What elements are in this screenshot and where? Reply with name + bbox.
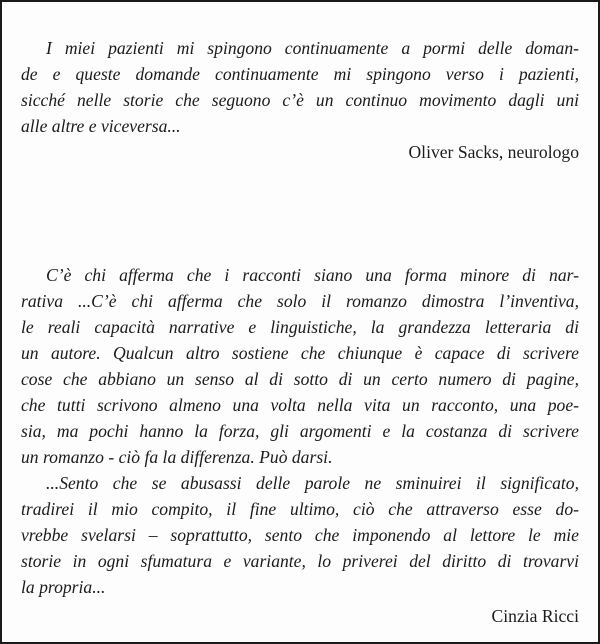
essay-p1-line-2: rativa ...C’è chi afferma che solo il romanzo dimostra l’inventiva, xyxy=(21,291,579,311)
essay-p2-line-3: vrebbe svelarsi – soprattutto, sento che imponendo al lettore le mie xyxy=(21,525,579,545)
quote-attribution: Oliver Sacks, neurologo xyxy=(408,142,579,162)
essay-p1-line-7: sia, ma pochi hanno la forza, gli argomenti e la costanza di scrivere xyxy=(21,421,579,441)
quote-line-4: alle altre e viceversa... xyxy=(21,116,181,136)
essay-p2-line-1: ...Sento che se abusassi delle parole ne sminuirei il significato, xyxy=(46,473,579,493)
essay-p2-line-2: tradirei il mio compito, il fine ultimo, ciò che attraverso esse do- xyxy=(21,499,579,519)
essay-p1-line-5: cose che abbiano un senso al di sotto di un certo numero di pagine, xyxy=(21,369,579,389)
quote-line-3: sicché nelle storie che seguono c’è un continuo movimento dagli uni xyxy=(21,90,579,110)
essay-p1-line-1: C’è chi afferma che i racconti siano una forma minore di nar- xyxy=(46,265,579,285)
essay-p2-line-5: la propria... xyxy=(21,577,106,597)
essay-attribution: Cinzia Ricci xyxy=(491,606,579,626)
essay-p1-line-8: un romanzo - ciò fa la differenza. Può darsi. xyxy=(21,447,333,467)
essay-p1-line-4: un autore. Qualcun altro sostiene che chiunque è capace di scrivere xyxy=(21,343,579,363)
essay-p2-line-4: storie in ogni sfumatura e variante, lo priverei del diritto di trovarvi xyxy=(21,551,579,571)
essay-p1-line-6: che tutti scrivono almeno una volta nella vita un racconto, una poe- xyxy=(21,395,579,415)
essay-p1-line-3: le reali capacità narrative e linguistiche, la grandezza letteraria di xyxy=(21,317,579,337)
quote-line-1: I miei pazienti mi spingono continuamente a pormi delle doman- xyxy=(46,38,579,58)
quote-line-2: de e queste domande continuamente mi spingono verso i pazienti, xyxy=(21,64,579,84)
